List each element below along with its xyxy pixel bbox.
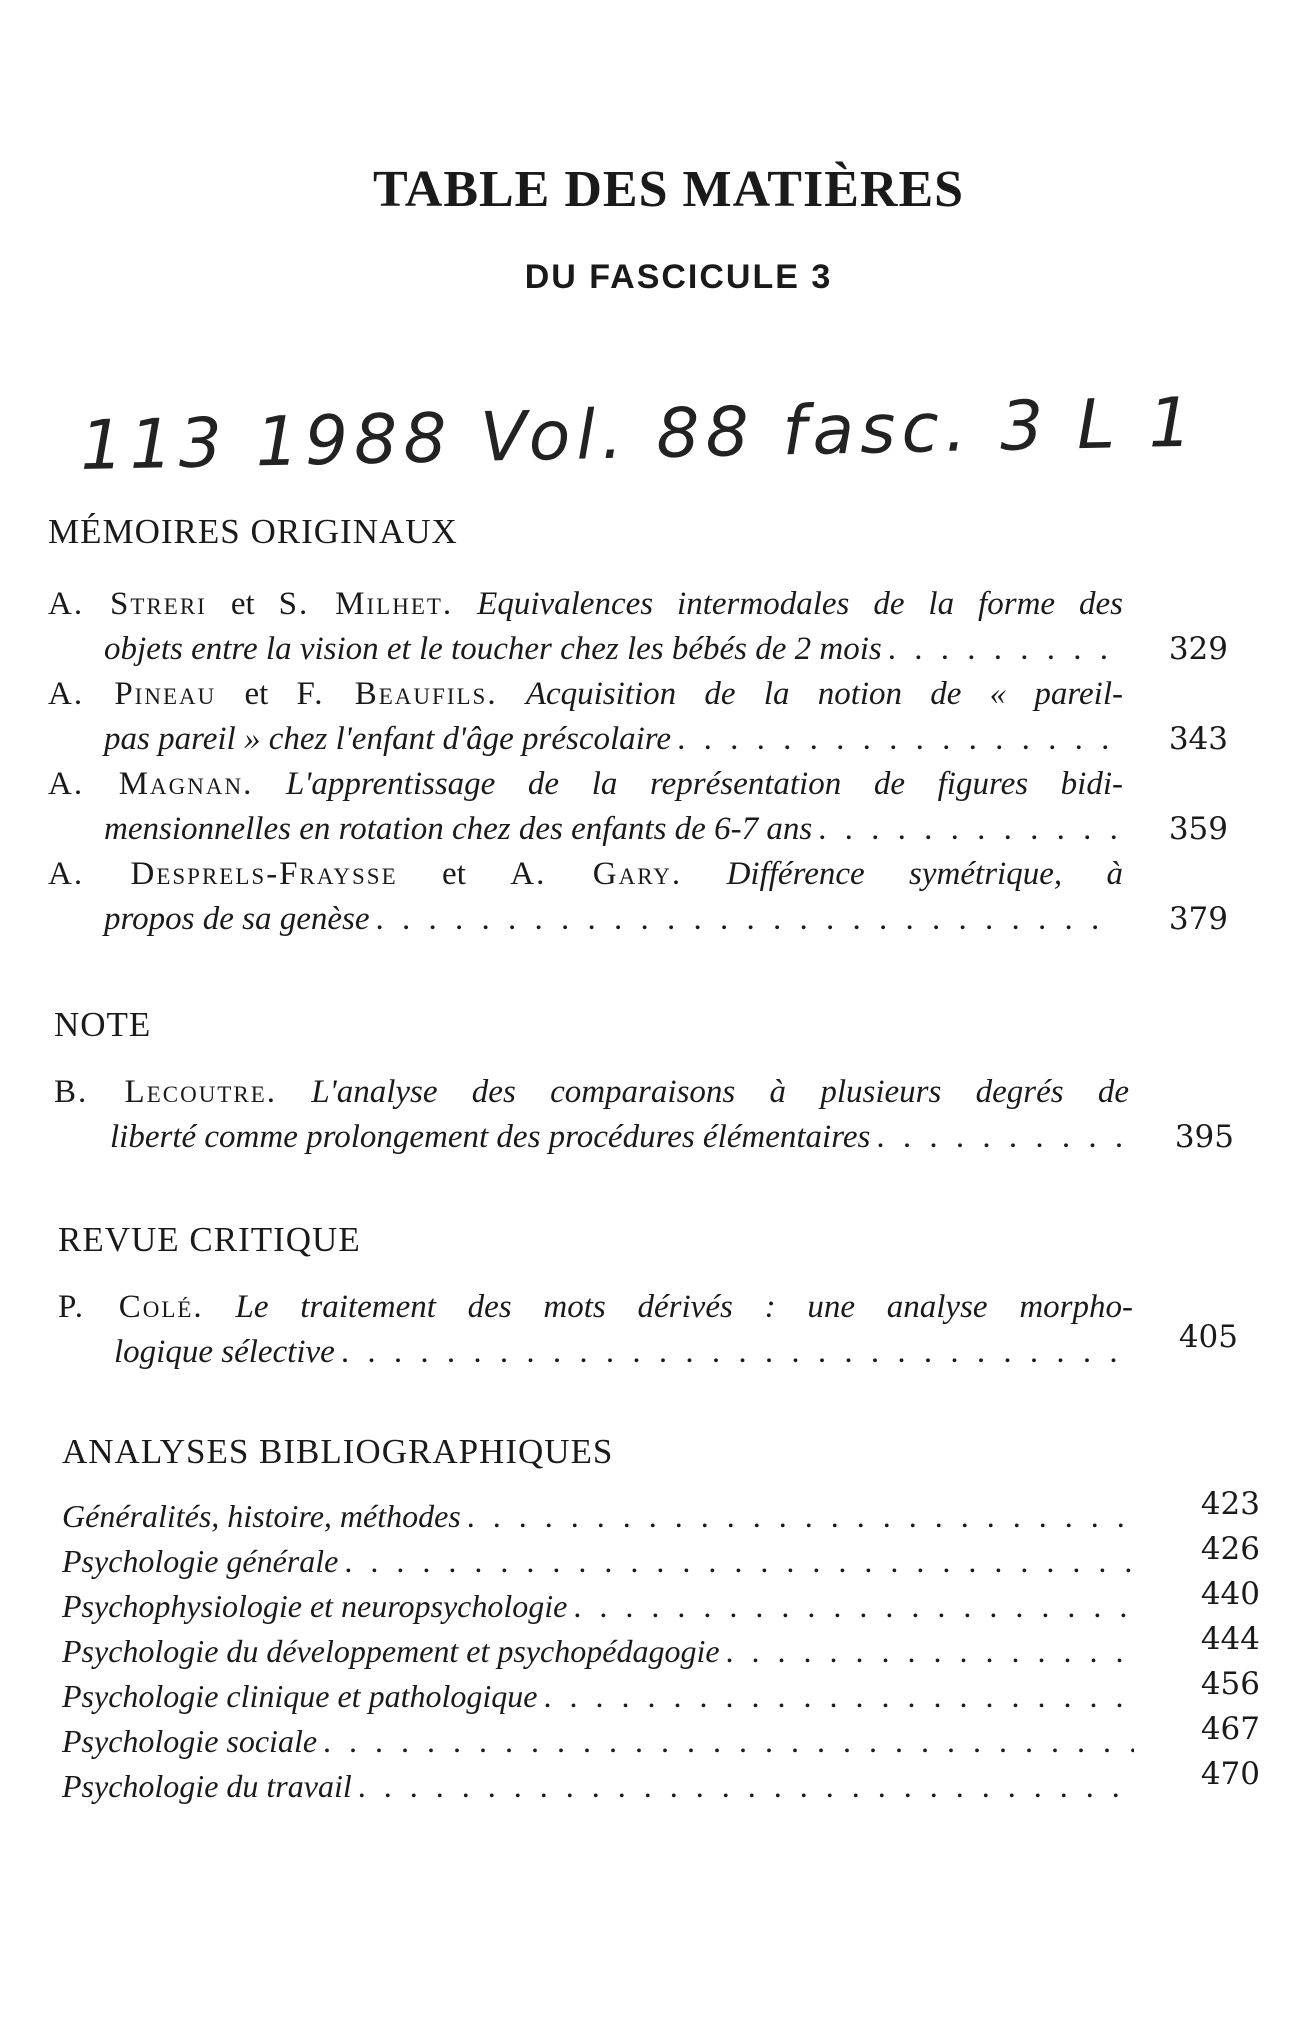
entry-title: L'analyse des comparaisons à plusieurs degrés de	[311, 1074, 1129, 1110]
page-number: 395	[1174, 1119, 1234, 1155]
page-number: 444	[1200, 1621, 1260, 1657]
entry-author: A. Desprels-Fraysse	[48, 856, 398, 892]
toc-entry: A. Streri et S. Milhet. Equivalences intermodales de la forme des objets entre la vision et le toucher chez les bébés de 2 mois . . . 329	[48, 582, 1228, 672]
entry-title: Psychologie générale	[62, 1543, 339, 1579]
toc-entry	[48, 762, 1228, 852]
page-number: 470	[1200, 1756, 1260, 1792]
page-number: 467	[1200, 1711, 1260, 1747]
page-title: TABLE DES MATIÈRES	[372, 161, 965, 218]
page-number: 329	[1168, 631, 1228, 667]
toc-entry	[62, 1486, 1260, 1543]
entry-title: Le traitement des mots dérivés : une analyse morpho-	[235, 1289, 1133, 1325]
entry-author: P. Colé.	[58, 1289, 204, 1325]
section-heading-memoires: MÉMOIRES ORIGINAUX	[48, 512, 458, 551]
entry-title-cont: pas pareil » chez l'enfant d'âge préscolaire	[104, 721, 672, 757]
toc-entry: A. Pineau et F. Beaufils. Acquisition de la notion de « pareil- pas pareil » chez l'enfant d'âge préscolaire . . . 343	[48, 672, 1228, 762]
page-number: 440	[1200, 1576, 1260, 1612]
leader-dots	[726, 1633, 1134, 1670]
leader-dots	[341, 1330, 1127, 1375]
leader-dots	[323, 1723, 1134, 1760]
page-number: 456	[1200, 1666, 1260, 1702]
toc-entry	[62, 1711, 1260, 1768]
entry-title: Psychologie du travail	[62, 1768, 352, 1804]
leader-dots	[375, 897, 1117, 942]
toc-entry	[62, 1576, 1260, 1633]
entry-title: L'apprentissage de la représentation de figures bidi-	[285, 766, 1123, 802]
section-heading-revue: REVUE CRITIQUE	[58, 1220, 361, 1259]
section-heading-analyses: ANALYSES BIBLIOGRAPHIQUES	[62, 1432, 614, 1471]
entry-title: Psychologie sociale	[62, 1723, 318, 1759]
leader-dots	[467, 1498, 1134, 1535]
entry-title-cont: logique sélective	[114, 1334, 335, 1370]
page-number: 379	[1168, 901, 1228, 937]
leader-dots	[358, 1768, 1134, 1805]
toc-entry: A. Desprels-Fraysse et A. Gary. Différence symétrique, à propos de sa genèse . . . 379	[48, 852, 1228, 942]
leader-dots	[344, 1543, 1134, 1580]
entry-author: B. Lecoutre.	[54, 1074, 278, 1110]
handwritten-annotation: 113 1988 Vol. 88 fasc. 3 L 1	[79, 383, 1199, 487]
entry-title: Psychologie du développement et psychopédagogie	[62, 1633, 720, 1669]
leader-dots	[876, 1115, 1123, 1160]
leader-dots	[543, 1678, 1134, 1715]
toc-entry	[62, 1666, 1260, 1723]
toc-entry	[62, 1531, 1260, 1588]
entry-title: Psychophysiologie et neuropsychologie	[62, 1588, 568, 1624]
page-number: 423	[1200, 1486, 1260, 1522]
page-number: 426	[1200, 1531, 1260, 1567]
toc-entry	[62, 1621, 1260, 1678]
leader-dots	[677, 717, 1117, 762]
entry-title-cont: liberté comme prolongement des procédures élémentaires	[110, 1119, 871, 1155]
entry-author: A. Magnan.	[48, 766, 254, 802]
page-number: 359	[1168, 811, 1228, 847]
page-number: 405	[1178, 1319, 1238, 1355]
memoires-entries	[48, 582, 1248, 942]
toc-entry	[54, 1070, 1234, 1160]
page-subtitle: DU FASCICULE 3	[524, 258, 833, 296]
entry-author: S. Milhet.	[278, 586, 454, 622]
entry-title-cont: objets entre la vision et le toucher chez les bébés de 2 mois	[104, 631, 882, 667]
entry-title: Différence symétrique, à	[726, 856, 1123, 892]
analyses-entries	[62, 1486, 1262, 1813]
entry-title: Acquisition de la notion de « pareil-	[525, 676, 1123, 712]
entry-title: Equivalences intermodales de la forme des	[477, 586, 1123, 622]
entry-title: Psychologie clinique et pathologique	[62, 1678, 538, 1714]
page-number: 343	[1168, 721, 1228, 757]
entry-title-cont: propos de sa genèse	[104, 901, 370, 937]
entry-author: A. Gary.	[510, 856, 683, 892]
entry-author: F. Beaufils.	[296, 676, 498, 712]
entry-author: A. Streri	[48, 586, 207, 622]
leader-dots	[888, 627, 1117, 672]
leader-dots	[818, 807, 1117, 852]
section-heading-note: NOTE	[54, 1005, 152, 1044]
leader-dots	[573, 1588, 1134, 1625]
toc-entry	[58, 1285, 1238, 1375]
entry-title-cont: mensionnelles en rotation chez des enfants de 6-7 ans	[104, 811, 813, 847]
note-entries	[54, 1070, 1254, 1160]
entry-author: A. Pineau	[48, 676, 217, 712]
revue-entries	[58, 1285, 1258, 1375]
entry-title: Généralités, histoire, méthodes	[62, 1498, 461, 1534]
toc-entry	[62, 1756, 1260, 1813]
